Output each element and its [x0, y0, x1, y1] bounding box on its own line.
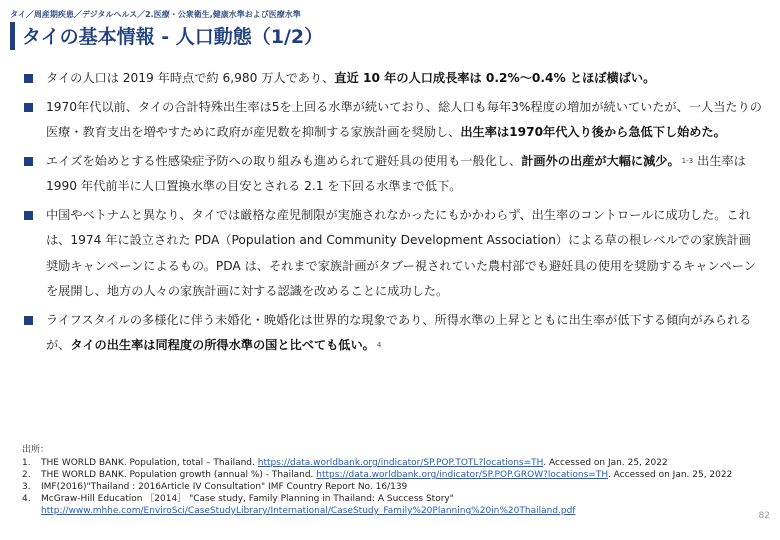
- bullet-text: エイズを始めとする性感染症予防への取り組みも進められて避妊具の使用も一般化し、: [46, 153, 522, 168]
- source-text: McGraw-Hill Education ［2014］ "Case study, Family Planning in Thailand: A Success Story": [41, 494, 454, 504]
- source-number: 4.: [22, 494, 31, 504]
- bullet-text: ライフスタイルの多様化に伴う未婚化・晩婚化は世界的な現象であり、所得水準の上昇とともに出生率が低下する傾向がみられるが、: [46, 312, 752, 352]
- bullet-item: [22, 203, 762, 305]
- source-number: 3.: [22, 482, 31, 492]
- square-bullet-icon: [24, 103, 33, 112]
- source-item: [22, 493, 752, 517]
- square-bullet-icon: [24, 74, 33, 83]
- bullet-text: 出生率は 1990 年代前半に人口置換水準の目安とされる 2.1 を下回る水準まで低下。: [46, 153, 746, 193]
- source-link[interactable]: https://data.worldbank.org/indicator/SP.POP.GROW?locations=TH: [316, 470, 608, 480]
- citation-superscript: 4: [376, 341, 382, 349]
- page-number: 82: [758, 511, 770, 521]
- source-link[interactable]: https://data.worldbank.org/indicator/SP.POP.TOTL?locations=TH: [257, 458, 544, 468]
- sources-heading: 出所：: [22, 445, 50, 455]
- square-bullet-icon: [24, 211, 33, 220]
- bullet-item: [22, 95, 762, 146]
- bullet-item: [22, 149, 762, 200]
- source-accessed-text: . Accessed on Jan. 25, 2022: [607, 470, 733, 480]
- bullet-emphasis-text: タイの出生率は同程度の所得水準の国と比べても低い。: [70, 338, 375, 352]
- square-bullet-icon: [24, 316, 33, 325]
- square-bullet-icon: [24, 157, 33, 166]
- source-item: [22, 457, 752, 469]
- sources-section: [22, 444, 752, 517]
- bullet-emphasis-text: 直近 10 年の人口成長率は 0.2%～0.4% とほぼ横ばい。: [334, 71, 656, 85]
- source-number: 2.: [22, 470, 31, 480]
- page-title: タイの基本情報 - 人口動態（1/2）: [22, 26, 324, 48]
- bullet-item: [22, 66, 762, 92]
- bullet-text: 中国やベトナムと異なり、タイでは厳格な産児制限が実施されなかったにもかかわらず、出生率のコントロールに成功した。これは、1974 年に設立された PDA（Population and Community Development Association）による草の根レベルでの家族計画奨励キャンペーンによるもの。PDA は、それまで家族計画がタブー視されていた農村部でも避妊具の使用を奨励するキャンペーンを展開し、地方の人々の家族計画に対する認識を改めることに成功した。: [46, 207, 756, 298]
- source-item: [22, 481, 752, 493]
- source-text: THE WORLD BANK. Population growth (annual %) - Thailand.: [41, 470, 317, 480]
- source-text: IMF(2016)"Thailand : 2016Article IV Consultation" IMF Country Report No. 16/139: [41, 482, 408, 492]
- bullet-text: 1970年代以前、タイの合計特殊出生率は5を上回る水準が続いており、総人口も毎年3%程度の増加が続いていたが、一人当たりの医療・教育支出を増やすために政府が産児数を抑制する家族計画を奨励し、: [46, 99, 762, 139]
- breadcrumb: タイ／周産期疾患／デジタルヘルス／2.医療・公衆衛生,健康水準および医療水準: [10, 10, 301, 19]
- title-accent-bar: [10, 22, 15, 50]
- bullet-emphasis-text: 出生率は1970年代入り後から急低下し始めた。: [460, 125, 726, 139]
- source-item: [22, 469, 752, 481]
- citation-superscript: 1-3: [681, 156, 694, 165]
- bullet-text: タイの人口は 2019 年時点で約 6,980 万人であり、: [46, 71, 335, 85]
- bullet-emphasis-text: 計画外の出産が大幅に減少。: [521, 153, 680, 168]
- bullet-list: [22, 66, 762, 362]
- source-accessed-text: . Accessed on Jan. 25, 2022: [543, 458, 668, 468]
- source-number: 1.: [22, 458, 31, 468]
- source-list: [22, 457, 752, 517]
- bullet-item: [22, 308, 762, 359]
- source-text: THE WORLD BANK. Population, total – Thailand.: [41, 458, 258, 468]
- source-link[interactable]: http://www.mhhe.com/EnviroSci/CaseStudyLibrary/International/CaseStudy_Family%20Planning%20in%20Thailand.pdf: [41, 506, 576, 516]
